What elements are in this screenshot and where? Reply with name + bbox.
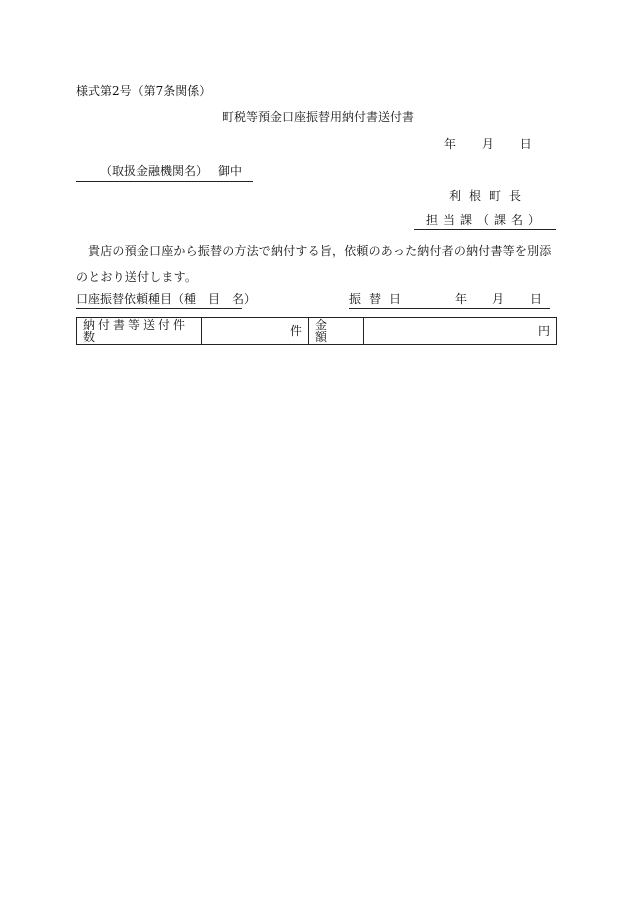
issue-month-label: 月 [481,137,494,151]
document-title: 町税等預金口座振替用納付書送付書 [222,110,415,124]
transfer-day-label: 日 [530,292,543,306]
honorific-label: 御中 [218,164,243,178]
transfer-month-label: 月 [492,292,505,306]
amount-label-cell: 金額 [309,318,364,345]
body-paragraph: 貴店の預金口座から振替の方法で納付する旨，依頼のあった納付者の納付書等を別添のとおり送付します。 [76,244,552,284]
addressee-line [76,165,253,182]
table-row [77,318,557,345]
issue-day-label: 日 [519,137,532,151]
department-label: 担当課（課名） [414,214,556,230]
transfer-date-field [349,293,550,309]
issue-date-line [444,138,532,150]
transfer-year-label: 年 [455,292,468,306]
form-number-label: 様式第2号（第7条関係） [76,84,212,98]
count-label-cell: 納付書等送付件数 [77,318,202,345]
institution-name-label: （取扱金融機関名） [100,164,209,178]
transfer-kind-field: 口座振替依頼種目（種 目 名） [76,293,242,309]
mayor-signature: 利根町長 [449,189,530,203]
transfer-date-label: 振替日 [349,292,410,306]
summary-table [76,317,557,345]
issue-year-label: 年 [444,137,457,151]
amount-value-cell: 円 [364,318,557,345]
count-value-cell: 件 [202,318,309,345]
